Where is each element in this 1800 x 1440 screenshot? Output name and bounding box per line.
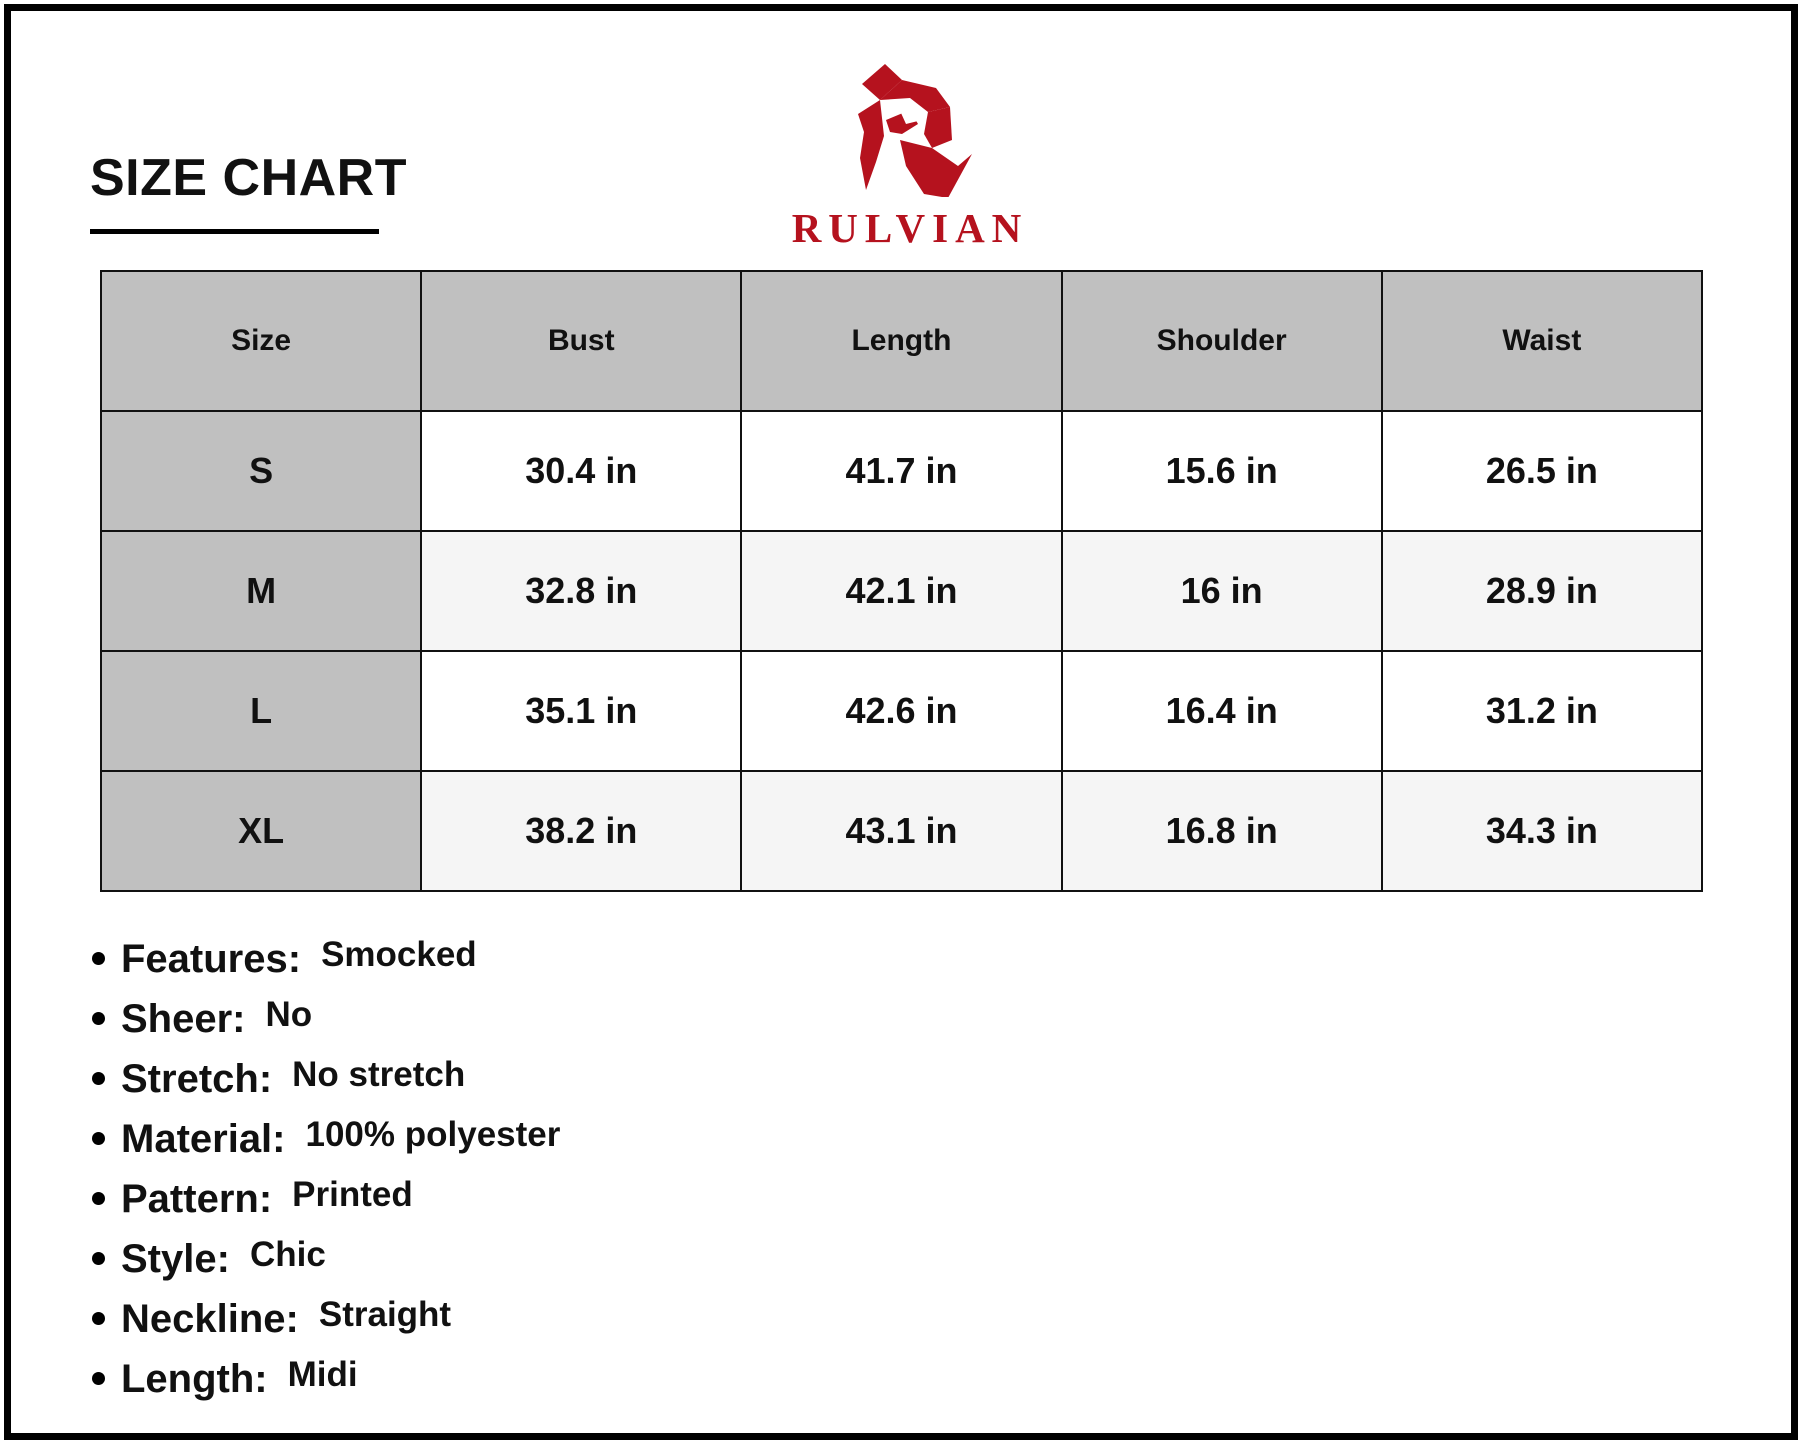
bullet-icon — [92, 1072, 105, 1085]
column-header-length: Length — [741, 271, 1061, 411]
feature-value: 100% polyester — [305, 1115, 561, 1154]
shoulder-cell: 16.4 in — [1062, 651, 1382, 771]
column-header-shoulder: Shoulder — [1062, 271, 1382, 411]
waist-cell: 26.5 in — [1382, 411, 1702, 531]
length-cell: 41.7 in — [741, 411, 1061, 531]
table-row — [101, 411, 1702, 531]
list-item — [90, 1055, 560, 1115]
length-cell: 42.6 in — [741, 651, 1061, 771]
shoulder-cell: 16.8 in — [1062, 771, 1382, 891]
bust-cell: 30.4 in — [421, 411, 741, 531]
size-cell: S — [101, 411, 421, 531]
feature-label: Style: — [121, 1237, 230, 1281]
feature-label: Stretch: — [121, 1057, 273, 1101]
table-row — [101, 651, 1702, 771]
column-header-size: Size — [101, 271, 421, 411]
feature-label: Features: — [121, 937, 302, 981]
waist-cell: 34.3 in — [1382, 771, 1702, 891]
length-cell: 43.1 in — [741, 771, 1061, 891]
bust-cell: 32.8 in — [421, 531, 741, 651]
bust-cell: 38.2 in — [421, 771, 741, 891]
rulvian-r-logo-icon — [840, 62, 975, 197]
column-header-waist: Waist — [1382, 271, 1702, 411]
bullet-icon — [92, 1012, 105, 1025]
list-item — [90, 1175, 560, 1235]
features-list — [90, 935, 560, 1415]
bullet-icon — [92, 1132, 105, 1145]
feature-label: Sheer: — [121, 997, 246, 1041]
size-cell: XL — [101, 771, 421, 891]
feature-value: Printed — [292, 1175, 413, 1214]
column-header-bust: Bust — [421, 271, 741, 411]
table-header-row — [101, 271, 1702, 411]
title-underline — [90, 229, 379, 234]
feature-value: Straight — [318, 1295, 452, 1334]
brand-logo — [780, 62, 1040, 252]
waist-cell: 28.9 in — [1382, 531, 1702, 651]
feature-value: No stretch — [292, 1055, 466, 1094]
page-title: SIZE CHART — [90, 149, 407, 207]
list-item — [90, 1295, 560, 1355]
list-item — [90, 1355, 560, 1415]
length-cell: 42.1 in — [741, 531, 1061, 651]
bullet-icon — [92, 1372, 105, 1385]
list-item — [90, 935, 560, 995]
feature-value: Midi — [287, 1355, 358, 1394]
feature-value: No — [265, 995, 313, 1034]
shoulder-cell: 15.6 in — [1062, 411, 1382, 531]
feature-label: Length: — [121, 1357, 268, 1401]
bullet-icon — [92, 952, 105, 965]
table-row — [101, 531, 1702, 651]
size-table — [100, 270, 1703, 892]
table-row — [101, 771, 1702, 891]
feature-value: Chic — [249, 1235, 326, 1274]
bullet-icon — [92, 1252, 105, 1265]
list-item — [90, 1115, 560, 1175]
feature-label: Neckline: — [121, 1297, 299, 1341]
waist-cell: 31.2 in — [1382, 651, 1702, 771]
bullet-icon — [92, 1192, 105, 1205]
bust-cell: 35.1 in — [421, 651, 741, 771]
shoulder-cell: 16 in — [1062, 531, 1382, 651]
feature-label: Pattern: — [121, 1177, 273, 1221]
size-cell: L — [101, 651, 421, 771]
size-cell: M — [101, 531, 421, 651]
feature-label: Material: — [121, 1117, 286, 1161]
list-item — [90, 1235, 560, 1295]
brand-name: RULVIAN — [791, 205, 1029, 251]
feature-value: Smocked — [321, 935, 477, 974]
bullet-icon — [92, 1312, 105, 1325]
list-item — [90, 995, 560, 1055]
